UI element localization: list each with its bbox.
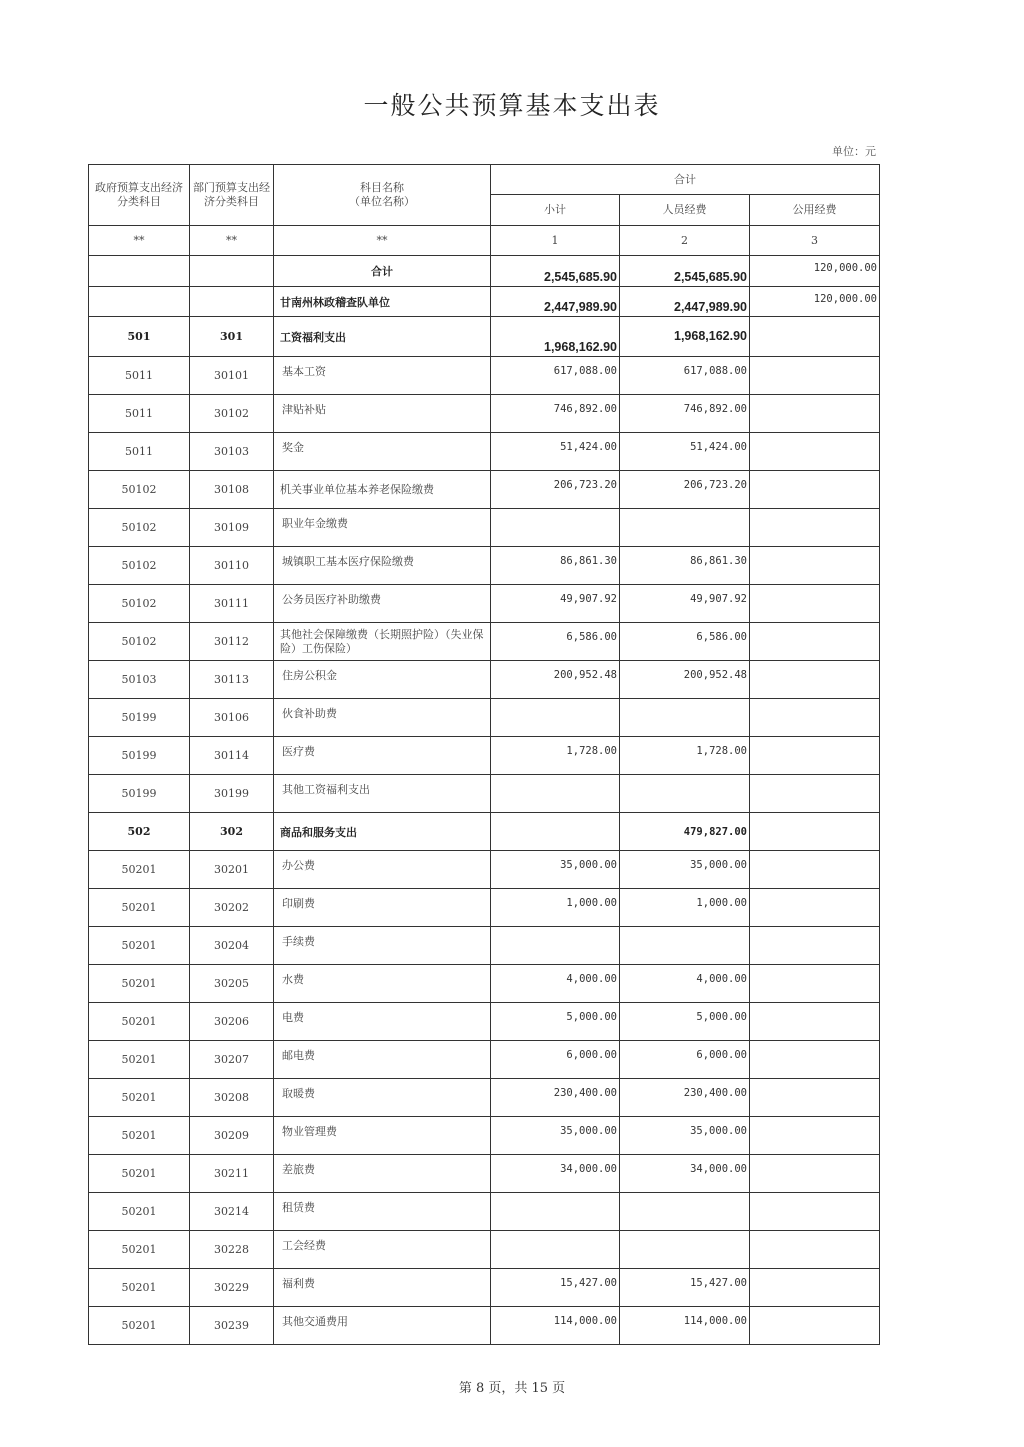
subtotal-cell: 6,586.00: [491, 623, 620, 661]
personnel-cell: [620, 509, 750, 547]
subtotal-cell: 206,723.20: [491, 471, 620, 509]
personnel-cell: 35,000.00: [620, 851, 750, 889]
personnel-cell: 230,400.00: [620, 1079, 750, 1117]
personnel-cell: 617,088.00: [620, 357, 750, 395]
gov-code-cell: 50201: [89, 965, 190, 1003]
header-total-group: 合计: [491, 165, 880, 195]
personnel-cell: [620, 775, 750, 813]
gov-code-cell: 50102: [89, 547, 190, 585]
dept-code-cell: 30209: [190, 1117, 274, 1155]
page-footer: 第 8 页，共 15 页: [458, 1381, 566, 1396]
subject-name-cell: 租赁费: [274, 1193, 491, 1231]
subject-name-cell: 公务员医疗补助缴费: [274, 585, 491, 623]
public-cell: [750, 737, 880, 775]
subtotal-cell: 6,000.00: [491, 1041, 620, 1079]
public-cell: [750, 317, 880, 357]
subtotal-cell: [491, 699, 620, 737]
unit-total-public: 120,000.00: [750, 287, 880, 317]
grand-total-label: 合计: [274, 256, 491, 287]
gov-code-cell: 50201: [89, 927, 190, 965]
gov-code-cell: 50201: [89, 1117, 190, 1155]
subtotal-cell: 35,000.00: [491, 1117, 620, 1155]
table-row: [89, 1003, 880, 1041]
table-row: [89, 317, 880, 357]
subject-name-cell: 其他工资福利支出: [274, 775, 491, 813]
personnel-cell: 49,907.92: [620, 585, 750, 623]
subtotal-cell: 49,907.92: [491, 585, 620, 623]
subject-name-cell: 住房公积金: [274, 661, 491, 699]
personnel-cell: 15,427.00: [620, 1269, 750, 1307]
dept-code-cell: 30201: [190, 851, 274, 889]
subject-name-cell: 办公费: [274, 851, 491, 889]
dept-code-cell: 30208: [190, 1079, 274, 1117]
dept-code-cell: 30239: [190, 1307, 274, 1345]
dept-code-cell: 30103: [190, 433, 274, 471]
subtotal-cell: 51,424.00: [491, 433, 620, 471]
public-cell: [750, 471, 880, 509]
table-row: [89, 357, 880, 395]
personnel-cell: 1,968,162.90: [620, 317, 750, 357]
index-cell: 2: [620, 226, 750, 256]
unit-total-name: 甘南州林政稽查队单位: [274, 287, 491, 317]
subject-name-cell: 邮电费: [274, 1041, 491, 1079]
dept-code-cell: 30199: [190, 775, 274, 813]
public-cell: [750, 1003, 880, 1041]
dept-code-cell: 30206: [190, 1003, 274, 1041]
public-cell: [750, 357, 880, 395]
gov-code-cell: 5011: [89, 357, 190, 395]
subtotal-cell: 5,000.00: [491, 1003, 620, 1041]
subtotal-cell: [491, 1231, 620, 1269]
subject-name-cell: 职业年金缴费: [274, 509, 491, 547]
index-cell: **: [89, 226, 190, 256]
subject-name-cell: 电费: [274, 1003, 491, 1041]
index-cell: **: [190, 226, 274, 256]
subject-name-cell: 基本工资: [274, 357, 491, 395]
gov-code-cell: 50199: [89, 775, 190, 813]
grand-total-row: [89, 256, 880, 287]
gov-code-cell: 50201: [89, 1003, 190, 1041]
personnel-cell: 34,000.00: [620, 1155, 750, 1193]
gov-code-cell: 50201: [89, 851, 190, 889]
personnel-cell: 5,000.00: [620, 1003, 750, 1041]
dept-code-cell: 30228: [190, 1231, 274, 1269]
header-gov-category: 政府预算支出经济分类科目: [89, 165, 190, 226]
gov-code-cell: 50103: [89, 661, 190, 699]
table-row: [89, 1041, 880, 1079]
subject-name-cell: 取暖费: [274, 1079, 491, 1117]
subtotal-cell: [491, 1193, 620, 1231]
gov-code-cell: 50201: [89, 1269, 190, 1307]
table-row: [89, 1193, 880, 1231]
table-row: [89, 775, 880, 813]
gov-code-cell: 50102: [89, 471, 190, 509]
dept-code-cell: 30106: [190, 699, 274, 737]
header-dept-category: 部门预算支出经济分类科目: [190, 165, 274, 226]
personnel-cell: 86,861.30: [620, 547, 750, 585]
public-cell: [750, 699, 880, 737]
dept-code-cell: 30229: [190, 1269, 274, 1307]
gov-code-cell: 50102: [89, 585, 190, 623]
gov-code-cell: 50201: [89, 1307, 190, 1345]
subject-name-cell: 水费: [274, 965, 491, 1003]
subtotal-cell: 200,952.48: [491, 661, 620, 699]
grand-total-public: 120,000.00: [750, 256, 880, 287]
gov-code-cell: 50199: [89, 737, 190, 775]
table-row: [89, 889, 880, 927]
dept-code-cell: 30112: [190, 623, 274, 661]
public-cell: [750, 1231, 880, 1269]
table-row: [89, 623, 880, 661]
grand-total-subtotal: 2,545,685.90: [491, 256, 620, 287]
subtotal-cell: [491, 509, 620, 547]
public-cell: [750, 547, 880, 585]
personnel-cell: [620, 1193, 750, 1231]
subtotal-cell: 4,000.00: [491, 965, 620, 1003]
public-cell: [750, 889, 880, 927]
dept-code-cell: 301: [190, 317, 274, 357]
public-cell: [750, 395, 880, 433]
header-subject-name-main: 科目名称: [360, 181, 404, 194]
table-row: [89, 699, 880, 737]
table-row: [89, 1231, 880, 1269]
dept-code-cell: 30211: [190, 1155, 274, 1193]
table-row: [89, 585, 880, 623]
public-cell: [750, 509, 880, 547]
dept-code-cell: 30109: [190, 509, 274, 547]
table-row: [89, 547, 880, 585]
header-personnel: 人员经费: [620, 195, 750, 226]
personnel-cell: 1,728.00: [620, 737, 750, 775]
table-row: [89, 737, 880, 775]
subject-name-cell: 奖金: [274, 433, 491, 471]
dept-code-cell: 30113: [190, 661, 274, 699]
subject-name-cell: 物业管理费: [274, 1117, 491, 1155]
subtotal-cell: 35,000.00: [491, 851, 620, 889]
dept-code-cell: 30214: [190, 1193, 274, 1231]
unit-label: 单位：元: [832, 145, 876, 158]
subtotal-cell: 1,968,162.90: [491, 317, 620, 357]
personnel-cell: 200,952.48: [620, 661, 750, 699]
dept-code-cell: 30111: [190, 585, 274, 623]
gov-code-cell: 502: [89, 813, 190, 851]
table-row: [89, 851, 880, 889]
table-row: [89, 965, 880, 1003]
subject-name-cell: 机关事业单位基本养老保险缴费: [274, 471, 491, 509]
dept-code-cell: 30114: [190, 737, 274, 775]
subject-name-cell: 福利费: [274, 1269, 491, 1307]
table-row: [89, 1155, 880, 1193]
gov-code-cell: 50201: [89, 1193, 190, 1231]
personnel-cell: 6,000.00: [620, 1041, 750, 1079]
subtotal-cell: [491, 813, 620, 851]
public-cell: [750, 1269, 880, 1307]
dept-code-cell: 30202: [190, 889, 274, 927]
personnel-cell: 206,723.20: [620, 471, 750, 509]
table-row: [89, 1117, 880, 1155]
subtotal-cell: [491, 775, 620, 813]
subject-name-cell: 差旅费: [274, 1155, 491, 1193]
gov-code-cell: 50102: [89, 623, 190, 661]
index-cell: 1: [491, 226, 620, 256]
dept-code-cell: 30101: [190, 357, 274, 395]
header-subtotal: 小计: [491, 195, 620, 226]
public-cell: [750, 585, 880, 623]
subject-name-cell: 城镇职工基本医疗保险缴费: [274, 547, 491, 585]
header-subject-name-sub: （单位名称）: [349, 195, 415, 208]
dept-code-cell: 30102: [190, 395, 274, 433]
table-row: [89, 433, 880, 471]
subject-name-cell: 手续费: [274, 927, 491, 965]
index-row: [89, 226, 880, 256]
public-cell: [750, 927, 880, 965]
table-row: [89, 661, 880, 699]
table-row: [89, 395, 880, 433]
subtotal-cell: [491, 927, 620, 965]
public-cell: [750, 1079, 880, 1117]
public-cell: [750, 661, 880, 699]
subtotal-cell: 15,427.00: [491, 1269, 620, 1307]
public-cell: [750, 1307, 880, 1345]
subtotal-cell: 1,000.00: [491, 889, 620, 927]
gov-code-cell: 50201: [89, 1155, 190, 1193]
personnel-cell: 114,000.00: [620, 1307, 750, 1345]
personnel-cell: 51,424.00: [620, 433, 750, 471]
public-cell: [750, 851, 880, 889]
expenditure-table: [88, 164, 880, 1345]
table-row: [89, 1269, 880, 1307]
subtotal-cell: 114,000.00: [491, 1307, 620, 1345]
subtotal-cell: 34,000.00: [491, 1155, 620, 1193]
dept-code-cell: 30204: [190, 927, 274, 965]
subject-name-cell: 津贴补贴: [274, 395, 491, 433]
subtotal-cell: 230,400.00: [491, 1079, 620, 1117]
dept-code-cell: 30205: [190, 965, 274, 1003]
subject-name-cell: 工会经费: [274, 1231, 491, 1269]
header-public: 公用经费: [750, 195, 880, 226]
table-row: [89, 813, 880, 851]
subject-name-cell: 工资福利支出: [274, 317, 491, 357]
subject-name-cell: 印刷费: [274, 889, 491, 927]
public-cell: [750, 965, 880, 1003]
subtotal-cell: 1,728.00: [491, 737, 620, 775]
personnel-cell: 35,000.00: [620, 1117, 750, 1155]
dept-code-cell: 302: [190, 813, 274, 851]
gov-code-cell: 50201: [89, 1231, 190, 1269]
gov-code-cell: 50201: [89, 889, 190, 927]
subtotal-cell: 86,861.30: [491, 547, 620, 585]
gov-code-cell: 50199: [89, 699, 190, 737]
header-subject-name: [274, 165, 491, 226]
personnel-cell: 479,827.00: [620, 813, 750, 851]
public-cell: [750, 1193, 880, 1231]
table-row: [89, 1307, 880, 1345]
grand-total-personnel: 2,545,685.90: [620, 256, 750, 287]
public-cell: [750, 623, 880, 661]
dept-code-cell: 30110: [190, 547, 274, 585]
table-row: [89, 927, 880, 965]
public-cell: [750, 813, 880, 851]
table-row: [89, 509, 880, 547]
unit-total-subtotal: 2,447,989.90: [491, 287, 620, 317]
page-title: 一般公共预算基本支出表: [363, 91, 661, 120]
gov-code-cell: 50201: [89, 1079, 190, 1117]
public-cell: [750, 775, 880, 813]
gov-code-cell: 50102: [89, 509, 190, 547]
index-cell: **: [274, 226, 491, 256]
personnel-cell: [620, 1231, 750, 1269]
unit-total-personnel: 2,447,989.90: [620, 287, 750, 317]
gov-code-cell: 50201: [89, 1041, 190, 1079]
table-row: [89, 471, 880, 509]
unit-total-row: [89, 287, 880, 317]
subject-name-cell: 商品和服务支出: [274, 813, 491, 851]
subtotal-cell: 617,088.00: [491, 357, 620, 395]
dept-code-cell: 30207: [190, 1041, 274, 1079]
personnel-cell: 6,586.00: [620, 623, 750, 661]
public-cell: [750, 1041, 880, 1079]
public-cell: [750, 433, 880, 471]
subject-name-cell: 伙食补助费: [274, 699, 491, 737]
personnel-cell: 4,000.00: [620, 965, 750, 1003]
subject-name-cell: 其他交通费用: [274, 1307, 491, 1345]
public-cell: [750, 1155, 880, 1193]
personnel-cell: [620, 927, 750, 965]
table-row: [89, 1079, 880, 1117]
personnel-cell: [620, 699, 750, 737]
subject-name-cell: 其他社会保障缴费（长期照护险）（失业保险）工伤保险）: [274, 623, 491, 661]
gov-code-cell: 5011: [89, 395, 190, 433]
personnel-cell: 746,892.00: [620, 395, 750, 433]
subject-name-cell: 医疗费: [274, 737, 491, 775]
subtotal-cell: 746,892.00: [491, 395, 620, 433]
public-cell: [750, 1117, 880, 1155]
gov-code-cell: 501: [89, 317, 190, 357]
gov-code-cell: 5011: [89, 433, 190, 471]
personnel-cell: 1,000.00: [620, 889, 750, 927]
dept-code-cell: 30108: [190, 471, 274, 509]
index-cell: 3: [750, 226, 880, 256]
